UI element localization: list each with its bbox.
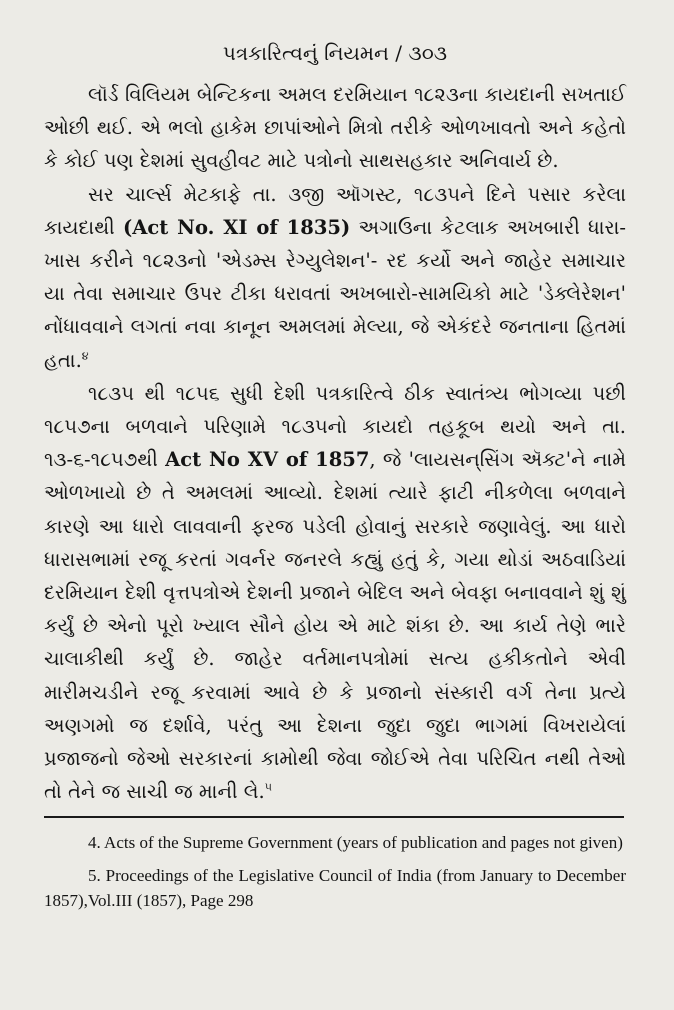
paragraph-2-text-start: સર ચાર્લ્સ મેટકાફે તા. ૩જી ઑગસ્ટ, ૧૮૩૫ને દિને પસાર કરેલા કાયદાથી [44, 182, 626, 239]
paragraph-2-text-end: અગાઉના કેટલાક અખબારી ધારા-ખાસ કરીને ૧૮૨૩નો 'એડમ્સ રેગ્યુલેશન'- રદ કર્યો અને જાહેર સમાચાર યા તેવા સમાચાર ઉપર ટીકા ધરાવતાં અખબારો-સામયિકો માટે 'ડેક્લેરેશન' નોંધાવવાને લગતાં નવા કાનૂન અમલમાં મેલ્યા, જે એકંદરે જનતાના હિતમાં હતા. [44, 215, 626, 372]
act-citation-1835: (Act No. XI of 1835) [123, 215, 351, 239]
footnote-ref-4: ૪ [81, 349, 89, 363]
footnote-ref-5: ૫ [264, 780, 272, 794]
paragraph-1 [44, 78, 626, 178]
paragraph-3-text-start: ૧૮૩૫ થી ૧૮૫૬ સુધી દેશી પત્રકારિત્વે ઠીક સ્વાતંત્ર્ય ભોગવ્યા પછી ૧૮૫૭ના બળવાને પરિણામે ૧૮૩૫નો કાયદો તહકૂબ થયો અને તા. ૧૩-૬-૧૮૫૭થી [44, 381, 626, 472]
act-citation-1857: Act No XV of 1857 [165, 448, 370, 472]
paragraph-1-text: લૉર્ડ વિલિયમ બેન્ટિકના અમલ દરમિયાન ૧૮૨૩ના કાયદાની સખતાઈ ઓછી થઈ. એ ભલો હાકેમ છાપાંઓને મિત્રો તરીકે ઓળખાવતો અને કહેતો કે કોઈ પણ દેશમાં સુવહીવટ માટે પત્રોનો સાથસહકાર અનિવાર્ય છે. [44, 83, 626, 173]
footnote-divider [44, 816, 624, 818]
body-text [44, 78, 626, 808]
footnotes [44, 830, 626, 913]
footnote-4: 4. Acts of the Supreme Government (years of publication and pages not given) [88, 833, 623, 853]
paragraph-3 [44, 377, 626, 809]
paragraph-3-text-end: , જે 'લાયસન્‌સિંગ ઍક્ટ'ને નામે ઓળખાયો છે તે અમલમાં આવ્યો. દેશમાં ત્યારે ફાટી નીકળેલા બળવાને કારણે આ ધારો લાવવાની ફરજ પડેલી હોવાનું સરકારે જણાવેલું. આ ધારો ધારાસભામાં રજૂ કરતાં ગવર્નર જનરલે કહ્યું હતું કે, ગયા થોડાં અઠવાડિયાં દરમિયાન દેશી વૃત્તપત્રોએ દેશની પ્રજાને બેદિલ અને બેવફા બનાવવાને શું શું કર્યું છે એનો પૂરો ખ્યાલ સૌને હોય એ માટે શંકા છે. આ કાર્ય તેણે ભારે ચાલાકીથી કર્યું છે. જાહેર વર્તમાનપત્રોમાં સત્ય હકીકતોને એવી મારીમચડીને રજૂ કરવામાં આવે છે કે પ્રજાનો સંસ્કારી વર્ગ તેના પ્રત્યે અણગમો જ દર્શાવે, પરંતુ આ દેશના જુદા જુદા ભાગમાં વિખરાયેલાં પ્રજાજનો જેઓ સરકારનાં કામોથી જેવા જોઈએ તેવા પરિચિત નથી તેઓ તો તેને જ સાચી જ માની લે. [44, 448, 626, 804]
footnote-5: 5. Proceedings of the Legislative Council of India (from January to December 1857),Vol.III (1857), Page 298 [44, 866, 626, 911]
running-title: પત્રકારિત્વનું નિયમન / ૩૦૩ [222, 41, 448, 65]
paragraph-2 [44, 178, 626, 377]
running-header [44, 40, 626, 66]
